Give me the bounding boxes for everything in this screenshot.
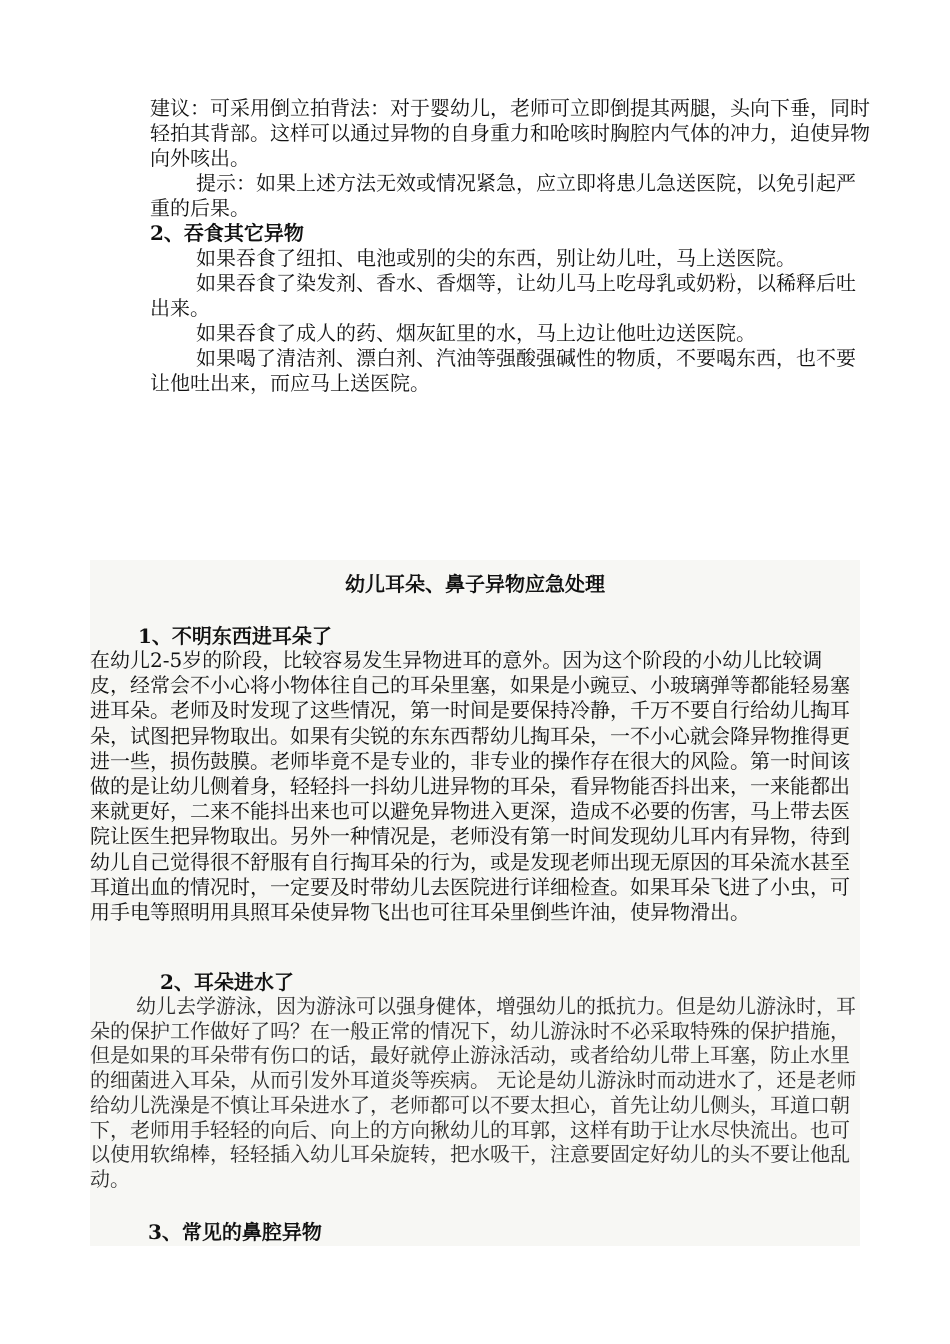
paragraph-corrosive: 如果喝了清洁剂、漂白剂、汽油等强酸强碱性的物质，不要喝东西，也不要让他吐出来，而应马上送医院。: [150, 346, 856, 395]
paragraph-suggestion: 建议：可采用倒立拍背法：对于婴幼儿，老师可立即倒提其两腿，头向下垂，同时轻拍其背部。这样可以通过异物的自身重力和呛咳时胸腔内气体的冲力，迫使异物向外咳出。: [150, 96, 870, 170]
heading-swallow-other: 2、吞食其它异物: [150, 221, 304, 245]
subheading-nasal-object: 3、常见的鼻腔异物: [148, 1220, 322, 1244]
subheading-ear-water: 2、耳朵进水了: [160, 970, 294, 994]
subheading-ear-object: 1、不明东西进耳朵了: [138, 624, 332, 648]
paragraph-ear-water: 幼儿去学游泳，因为游泳可以强身健体，增强幼儿的抵抗力。但是幼儿游泳时，耳朵的保护工作做好了吗？在一般正常的情况下，幼儿游泳时不必采取特殊的保护措施，但是如果的耳朵带有伤口的话，最好就停止游泳活动，或者给幼儿带上耳塞，防止水里的细菌进入耳朵，从而引发外耳道炎等疾病。 无论是幼儿游泳时而动进水了，还是老师给幼儿洗澡是不慎让耳朵进水了，老师都可以不要太担心，首先让幼儿侧头，耳道口朝下，老师用手轻轻的向后、向上的方向揪幼儿的耳郭，这样有助于让水尽快流出。也可以使用软绵棒，轻轻插入幼儿耳朵旋转，把水吸干，注意要固定好幼儿的头不要让他乱动。: [90, 994, 857, 1191]
top-text-block: [150, 96, 870, 396]
paragraph-button-battery: 如果吞食了纽扣、电池或别的尖的东西，别让幼儿吐，马上送医院。: [196, 246, 796, 270]
paragraph-tip: 提示：如果上述方法无效或情况紧急，应立即将患儿急送医院，以免引起严重的后果。: [150, 171, 856, 220]
section-title: 幼儿耳朵、鼻子异物应急处理: [345, 572, 605, 596]
paragraph-hair-dye: 如果吞食了染发剂、香水、香烟等，让幼儿马上吃母乳或奶粉，以稀释后吐出来。: [150, 271, 856, 320]
paragraph-medicine: 如果吞食了成人的药、烟灰缸里的水，马上边让他吐边送医院。: [196, 321, 756, 345]
paragraph-ear-object: 在幼儿2-5岁的阶段，比较容易发生异物进耳的意外。因为这个阶段的小幼儿比较调皮，经常会不小心将小物体往自己的耳朵里塞，如果是小豌豆、小玻璃弹等都能轻易塞进耳朵。老师及时发现了这些情况，第一时间是要保持冷静，千万不要自行给幼儿掏耳朵，试图把异物取出。如果有尖锐的东东西帮幼儿掏耳朵，一不小心就会降异物推得更进一些，损伤鼓膜。老师毕竟不是专业的，非专业的操作存在很大的风险。第一时间该做的是让幼儿侧着身，轻轻抖一抖幼儿进异物的耳朵，看异物能否抖出来，一来能都出来就更好，二来不能抖出来也可以避免异物进入更深，造成不必要的伤害，马上带去医院让医生把异物取出。另外一种情况是，老师没有第一时间发现幼儿耳内有异物，待到幼儿自己觉得很不舒服有自行掏耳朵的行为，或是发现老师出现无原因的耳朵流水甚至耳道出血的情况时，一定要及时带幼儿去医院进行详细检查。如果耳朵飞进了小虫，可用手电等照明用具照耳朵使异物飞出也可往耳朵里倒些许油，使异物滑出。: [90, 648, 850, 925]
